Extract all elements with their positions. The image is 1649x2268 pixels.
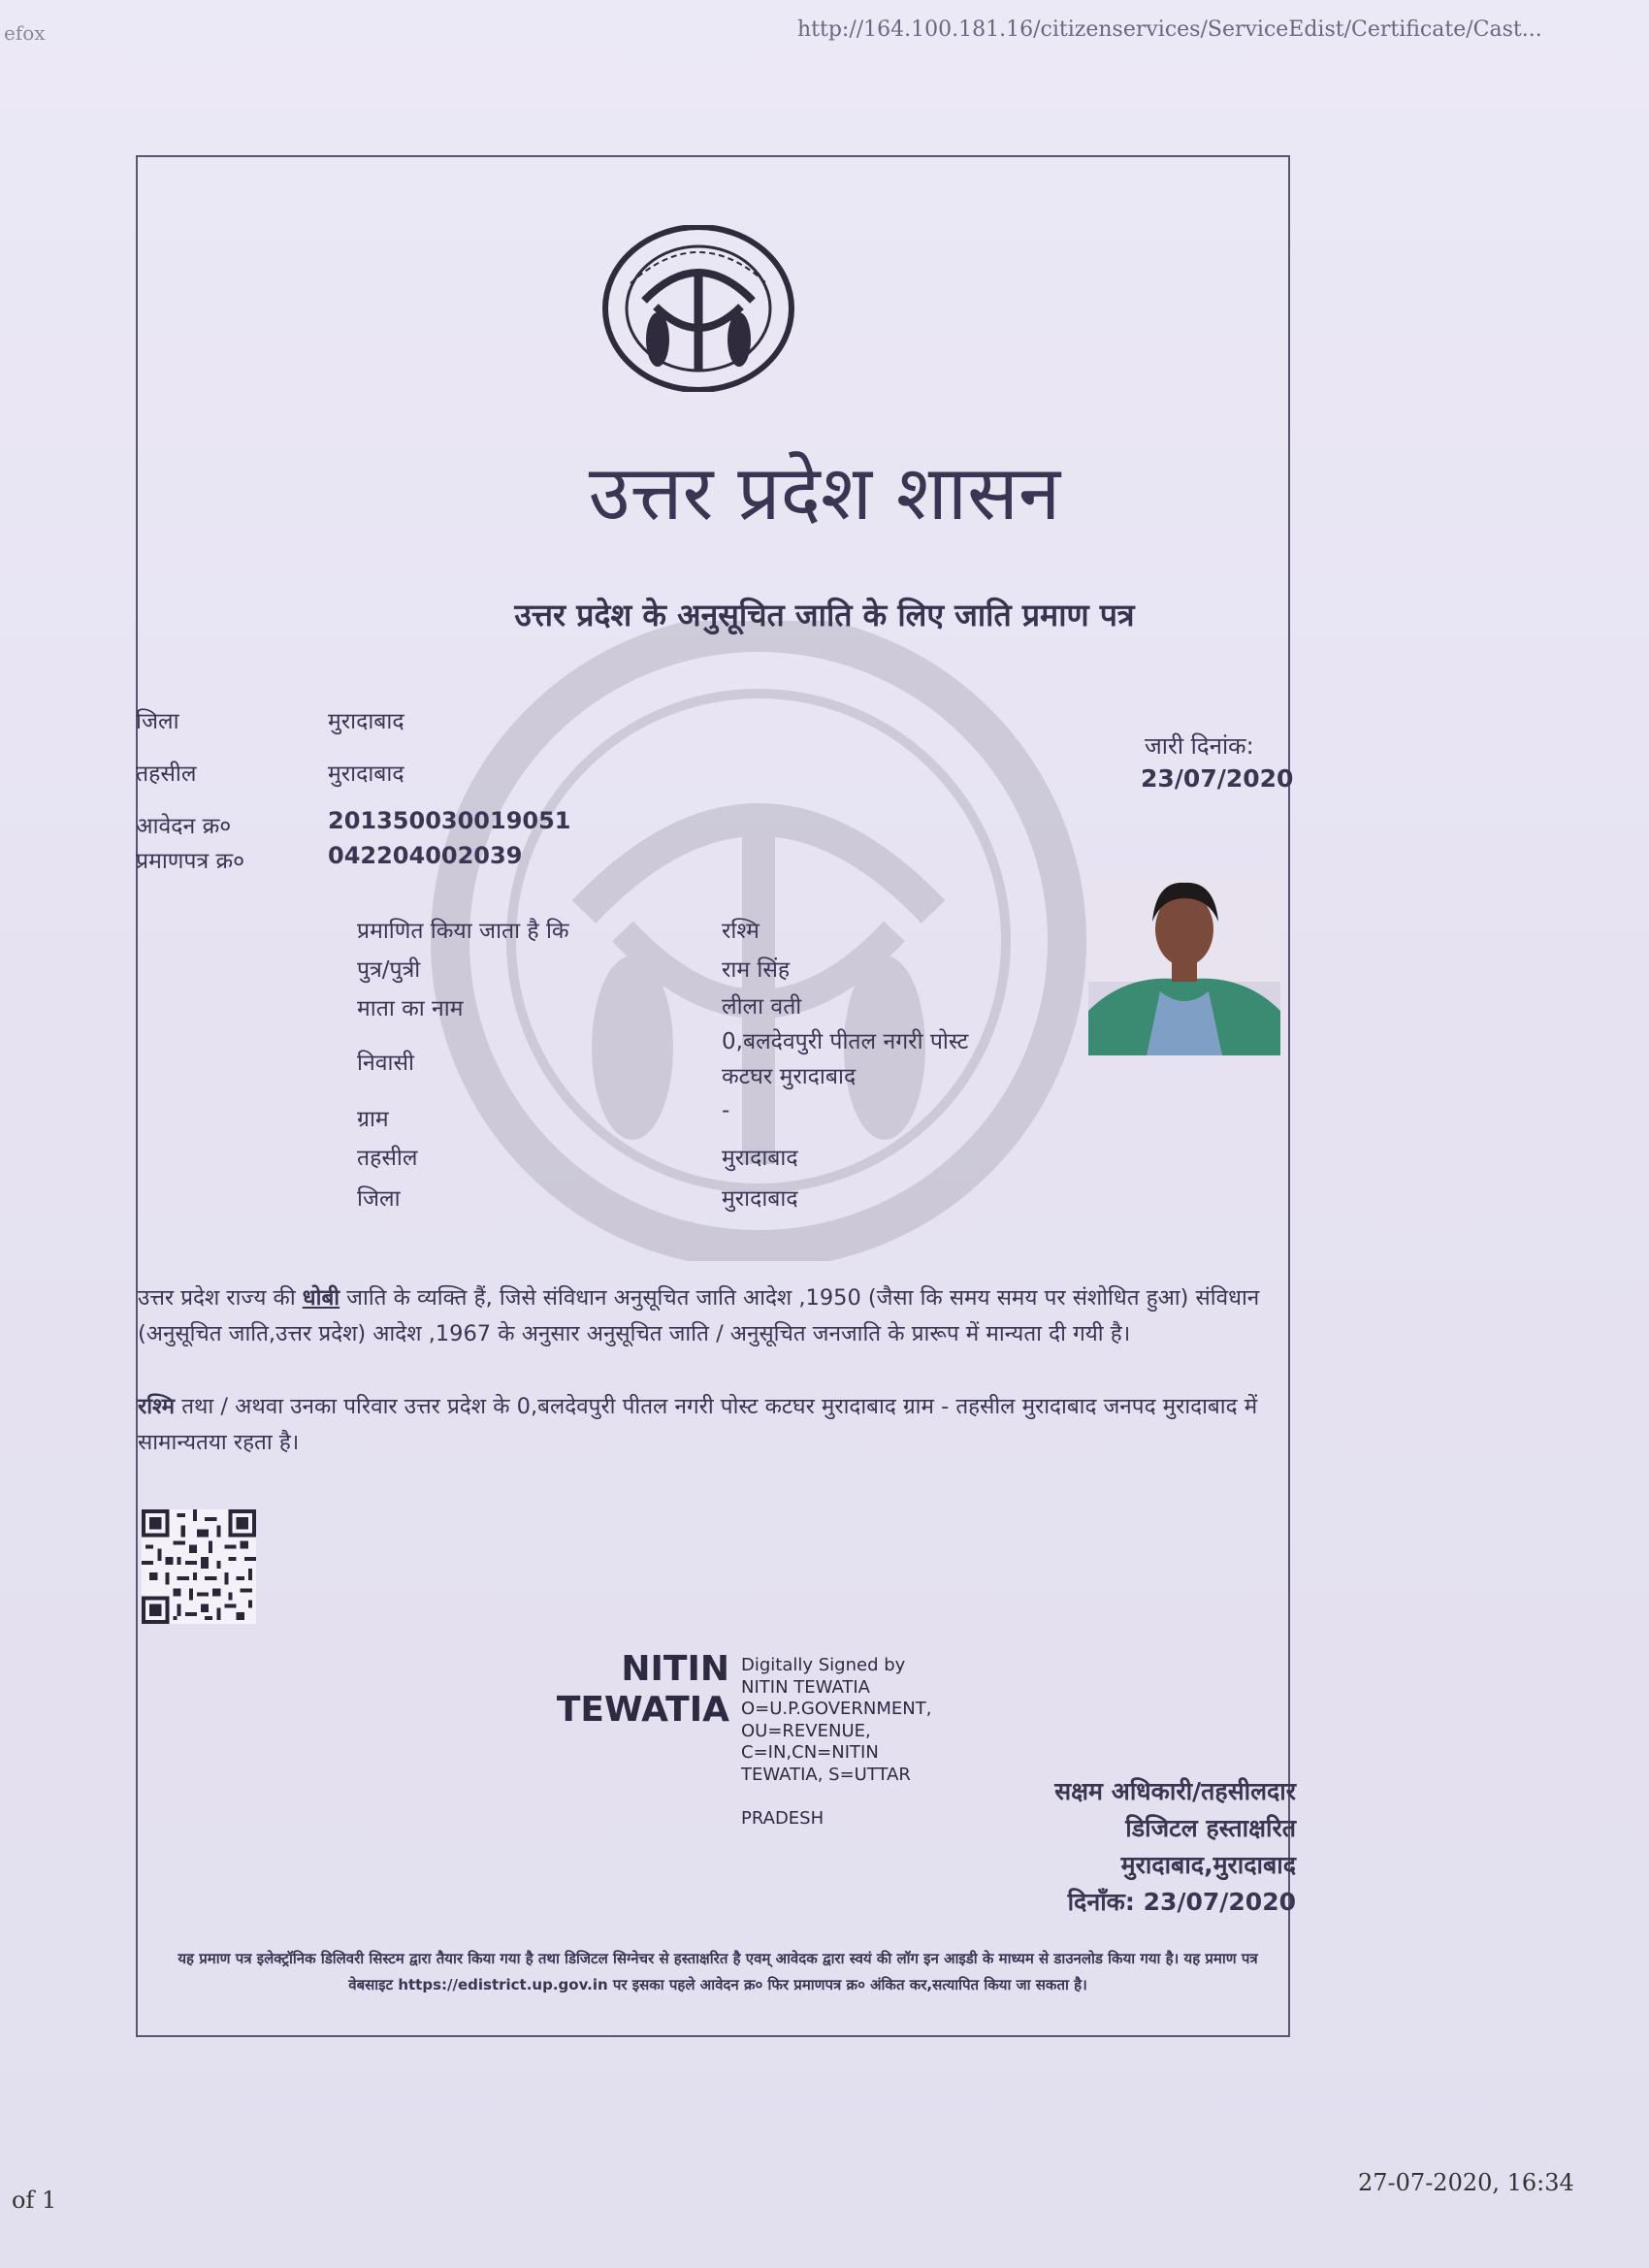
applicant-photo: [1088, 865, 1280, 1055]
certificate-no-label: प्रमाणपत्र क्र०: [136, 849, 245, 874]
issue-date-label: जारी दिनांक:: [1145, 732, 1254, 760]
residence-text: तथा / अथवा उनका परिवार उत्तर प्रदेश के 0,बलदेवपुरी पीतल नगरी पोस्ट कटघर मुरादाबाद ग्राम - तहसील मुरादाबाद जनपद मुरादाबाद में सामान्यतया रहता है।: [138, 1394, 1258, 1455]
officer-designation: सक्षम अधिकारी/तहसीलदार: [1054, 1777, 1296, 1805]
issue-date-value: 23/07/2020: [1141, 764, 1294, 793]
digital-signature-detail: Digitally Signed by NITIN TEWATIA O=U.P.GOVERNMENT, OU=REVENUE, C=IN,CN=NITIN TEWATIA, S=UTTAR PRADESH: [741, 1655, 932, 1829]
parent-label: पुत्र/पुत्री: [357, 957, 421, 983]
village-value: -: [722, 1098, 730, 1123]
resident-label: निवासी: [357, 1051, 414, 1076]
residence-statement: [138, 1389, 1286, 1461]
signing-officer-block: [970, 1773, 1296, 1921]
print-timestamp: 27-07-2020, 16:34: [1358, 2169, 1574, 2196]
digital-signer-name: NITIN TEWATIA: [556, 1649, 729, 1730]
district-label: जिला: [136, 709, 179, 734]
qr-code: [142, 1509, 256, 1624]
browser-app-name: efox: [4, 21, 46, 45]
district-value: मुरादाबाद: [328, 709, 404, 734]
person-district-value: मुरादाबाद: [722, 1186, 798, 1212]
residence-holder-name: रश्मि: [138, 1394, 176, 1419]
tehsil-value: मुरादाबाद: [328, 761, 404, 787]
statement-text: उत्तर प्रदेश राज्य की: [138, 1285, 303, 1311]
mother-label: माता का नाम: [357, 996, 464, 1021]
browser-url: http://164.100.181.16/citizenservices/ServiceEdist/Certificate/Cast...: [797, 17, 1542, 42]
person-tehsil-label: तहसील: [357, 1146, 418, 1171]
up-government-emblem-icon: [601, 225, 795, 392]
mother-name: लीला वती: [722, 994, 802, 1020]
tehsil-label: तहसील: [136, 761, 197, 787]
page-count: of 1: [12, 2187, 57, 2214]
person-district-label: जिला: [357, 1186, 401, 1212]
statement-text-2: जाति के व्यक्ति हैं, जिसे संविधान अनुसूचित जाति आदेश ,1950 (जैसा कि समय समय पर संशोधित हुआ) संविधान (अनुसूचित जाति,उत्तर प्रदेश) आदेश ,1967 के अनुसार अनुसूचित जाति / अनुसूचित जनजाति के प्रारूप में मान्यता दी गयी है।: [138, 1285, 1260, 1346]
caste-statement: [138, 1280, 1286, 1352]
holder-name: रश्मि: [722, 919, 760, 944]
caste-name: धोबी: [302, 1285, 340, 1311]
officer-sign-type: डिजिटल हस्ताक्षरित: [1125, 1814, 1296, 1842]
address-line-1: 0,बलदेवपुरी पीतल नगरी पोस्ट: [722, 1029, 969, 1054]
government-title: उत्तर प्रदेश शासन: [588, 450, 1061, 537]
certificate-title: उत्तर प्रदेश के अनुसूचित जाति के लिए जाति प्रमाण पत्र: [514, 597, 1135, 633]
application-no-value: 201350030019051: [328, 807, 571, 834]
certify-label: प्रमाणित किया जाता है कि: [357, 919, 569, 944]
officer-location: मुरादाबाद,मुरादाबाद: [1120, 1851, 1296, 1879]
parent-name: राम सिंह: [722, 957, 791, 983]
address-line-2: कटघर मुरादाबाद: [722, 1064, 857, 1089]
officer-date: दिनाँक: 23/07/2020: [1067, 1888, 1296, 1916]
village-label: ग्राम: [357, 1107, 389, 1132]
certificate-no-value: 042204002039: [328, 842, 523, 869]
verification-footer-note: यह प्रमाण पत्र इलेक्ट्रॉनिक डिलिवरी सिस्टम द्वारा तैयार किया गया है तथा डिजिटल सिग्नेचर से हस्ताक्षरित है एवम् आवेदक द्वारा स्वयं की लॉग इन आइडी के माध्यम से डाउनलोड किया गया है। यह प्रमाण पत्र वेबसाइट https://edistrict.up.gov.in पर इसका पहले आवेदन क्र० फिर प्रमाणपत्र क्र० अंकित कर,सत्यापित किया जा सकता है।: [178, 1950, 1258, 1993]
application-no-label: आवेदन क्र०: [136, 814, 232, 839]
person-tehsil-value: मुरादाबाद: [722, 1146, 798, 1171]
